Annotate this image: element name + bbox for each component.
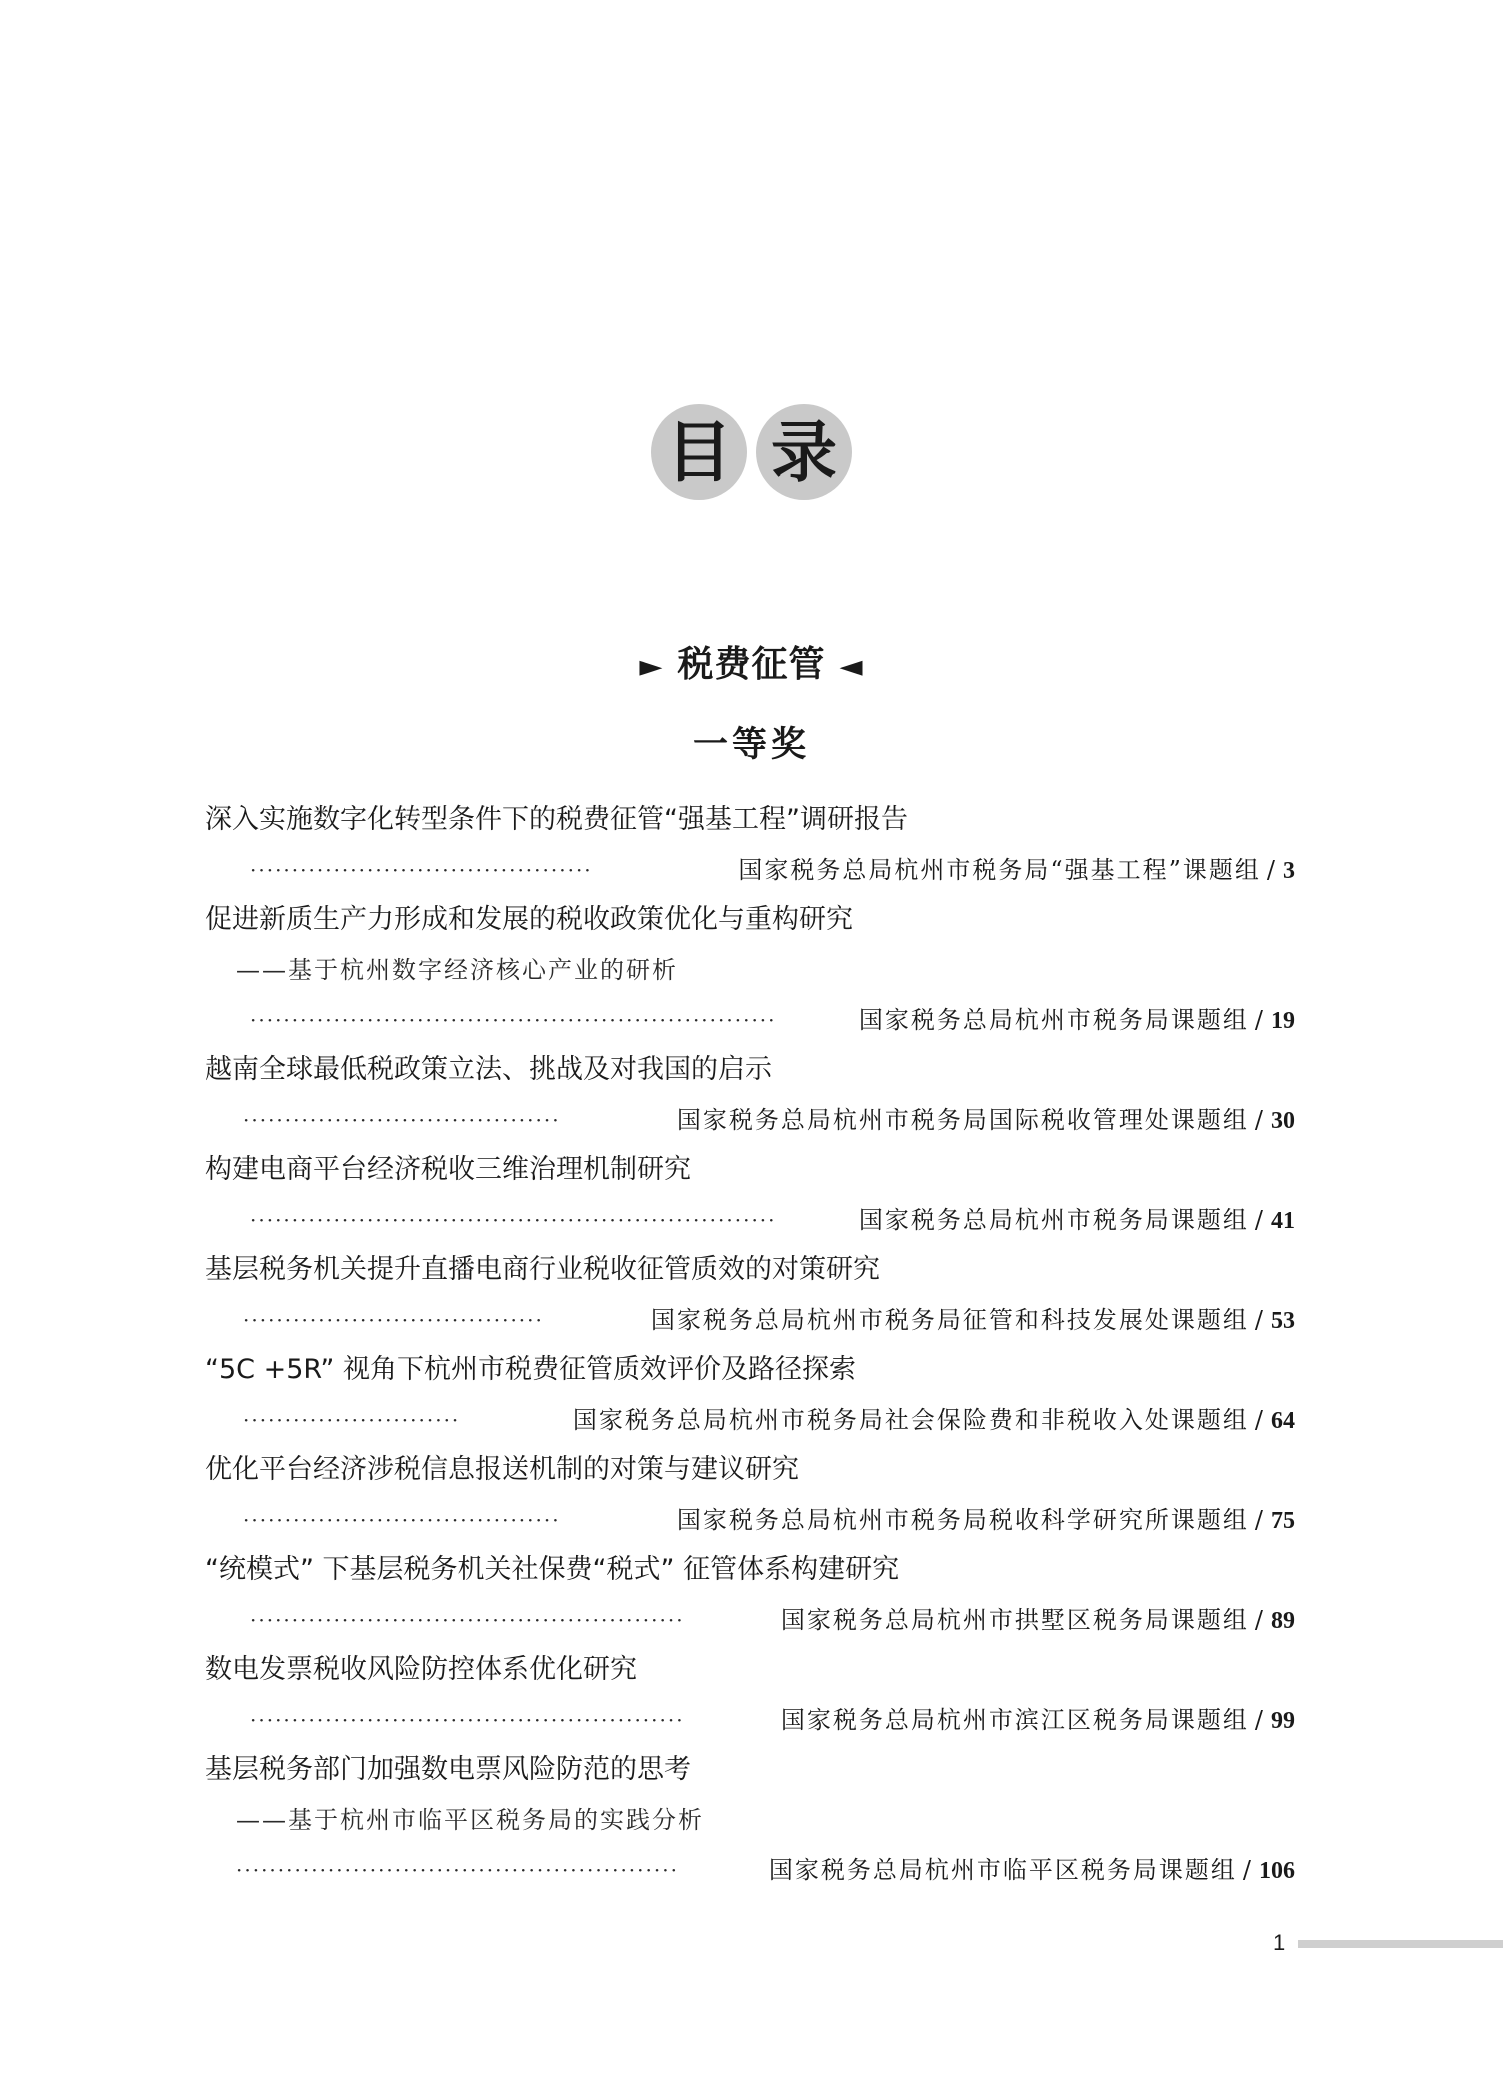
separator: /	[1242, 1856, 1253, 1884]
toc-entry[interactable]	[0, 1745, 1503, 1895]
entry-author	[859, 1195, 1295, 1245]
entry-author	[781, 1595, 1295, 1645]
entry-author-line	[0, 1295, 1503, 1345]
page-number[interactable]: 64	[1271, 1408, 1295, 1434]
entry-title[interactable]: “5C +5R” 视角下杭州市税费征管质效评价及路径探索	[205, 1354, 857, 1385]
award-heading: 一等奖	[692, 725, 810, 765]
author-name: 国家税务总局杭州市税务局课题组	[858, 1006, 1249, 1034]
entry-author	[738, 845, 1295, 895]
separator: /	[1254, 1406, 1265, 1434]
page-number[interactable]: 41	[1271, 1208, 1295, 1234]
toc-entry[interactable]	[0, 895, 1503, 1045]
entry-title[interactable]: 基层税务部门加强数电票风险防范的思考	[205, 1754, 691, 1785]
toc-entry[interactable]	[0, 1545, 1503, 1645]
entry-author	[677, 1495, 1295, 1545]
page-number[interactable]: 89	[1271, 1608, 1295, 1634]
separator: /	[1254, 1706, 1265, 1734]
toc-entry[interactable]	[0, 1145, 1503, 1245]
dot-leader: ····················································	[250, 1708, 685, 1732]
dot-leader: ·········································	[250, 858, 593, 882]
section-label: 税费征管	[677, 644, 826, 685]
author-name: 国家税务总局杭州市拱墅区税务局课题组	[780, 1606, 1249, 1634]
dot-leader: ······································	[243, 1108, 561, 1132]
page-number[interactable]: 3	[1283, 858, 1295, 884]
entry-author	[651, 1295, 1295, 1345]
separator: /	[1254, 1206, 1265, 1234]
separator: /	[1254, 1006, 1265, 1034]
entry-author-line	[0, 1095, 1503, 1145]
footer-decorative-bar	[1298, 1940, 1503, 1948]
entry-author-line	[0, 1195, 1503, 1245]
entry-author	[769, 1845, 1295, 1895]
dot-leader: ·····················································	[236, 1858, 679, 1882]
toc-entry[interactable]	[0, 1045, 1503, 1145]
toc-entry[interactable]	[0, 1445, 1503, 1545]
entry-author-line	[0, 1845, 1503, 1895]
toc-entry[interactable]	[0, 1345, 1503, 1445]
entry-title[interactable]: 深入实施数字化转型条件下的税费征管“强基工程”调研报告	[205, 804, 908, 835]
author-name: 国家税务总局杭州市税务局征管和科技发展处课题组	[650, 1306, 1249, 1334]
title-char-mu: 目	[651, 404, 747, 500]
separator: /	[1254, 1106, 1265, 1134]
entry-title[interactable]: 促进新质生产力形成和发展的税收政策优化与重构研究	[205, 904, 853, 935]
section-heading	[0, 638, 1503, 694]
page-number[interactable]: 53	[1271, 1308, 1295, 1334]
entry-author-line	[0, 1395, 1503, 1445]
page-number[interactable]: 99	[1271, 1708, 1295, 1734]
right-pointer-icon: ►	[639, 649, 664, 684]
entry-title[interactable]: 优化平台经济涉税信息报送机制的对策与建议研究	[205, 1454, 799, 1485]
page-number[interactable]: 19	[1271, 1008, 1295, 1034]
entry-title[interactable]: 数电发票税收风险防控体系优化研究	[205, 1654, 637, 1685]
title-char-lu: 录	[756, 404, 852, 500]
toc-entry[interactable]	[0, 795, 1503, 895]
author-name: 国家税务总局杭州市税务局社会保险费和非税收入处课题组	[572, 1406, 1249, 1434]
author-name: 国家税务总局杭州市税务局国际税收管理处课题组	[676, 1106, 1249, 1134]
dot-leader: ·······························································	[250, 1208, 777, 1232]
toc-entry[interactable]	[0, 1645, 1503, 1745]
entry-author	[573, 1395, 1295, 1445]
left-pointer-icon: ◄	[839, 649, 864, 684]
entry-subtitle: ——基于杭州数字经济核心产业的研析	[236, 956, 678, 984]
separator: /	[1266, 856, 1277, 884]
entry-author-line	[0, 845, 1503, 895]
dot-leader: ····················································	[250, 1608, 685, 1632]
entry-author-line	[0, 1695, 1503, 1745]
entry-title[interactable]: 基层税务机关提升直播电商行业税收征管质效的对策研究	[205, 1254, 880, 1285]
page-number[interactable]: 75	[1271, 1508, 1295, 1534]
page-number[interactable]: 106	[1259, 1858, 1295, 1884]
entry-subtitle: ——基于杭州市临平区税务局的实践分析	[236, 1806, 704, 1834]
author-name: 国家税务总局杭州市税务局“强基工程”课题组	[738, 856, 1261, 884]
entry-author-line	[0, 995, 1503, 1045]
toc-entry[interactable]	[0, 1245, 1503, 1345]
entry-title[interactable]: 构建电商平台经济税收三维治理机制研究	[205, 1154, 691, 1185]
entry-author	[781, 1695, 1295, 1745]
separator: /	[1254, 1606, 1265, 1634]
author-name: 国家税务总局杭州市滨江区税务局课题组	[780, 1706, 1249, 1734]
dot-leader: ······································	[243, 1508, 561, 1532]
toc-title	[0, 404, 1503, 510]
entry-author-line	[0, 1595, 1503, 1645]
entry-author	[677, 1095, 1295, 1145]
footer-page-number: 1	[1273, 1930, 1286, 1955]
entry-title[interactable]: 越南全球最低税政策立法、挑战及对我国的启示	[205, 1054, 772, 1085]
entry-title[interactable]: “统模式” 下基层税务机关社保费“税式” 征管体系构建研究	[205, 1554, 900, 1585]
toc-entries	[0, 795, 1503, 1895]
entry-author-line	[0, 1495, 1503, 1545]
dot-leader: ··························	[243, 1408, 461, 1432]
author-name: 国家税务总局杭州市税务局税收科学研究所课题组	[676, 1506, 1249, 1534]
separator: /	[1254, 1306, 1265, 1334]
separator: /	[1254, 1506, 1265, 1534]
author-name: 国家税务总局杭州市税务局课题组	[858, 1206, 1249, 1234]
page-number[interactable]: 30	[1271, 1108, 1295, 1134]
entry-author	[859, 995, 1295, 1045]
dot-leader: ····································	[243, 1308, 544, 1332]
author-name: 国家税务总局杭州市临平区税务局课题组	[768, 1856, 1237, 1884]
dot-leader: ·······························································	[250, 1008, 777, 1032]
